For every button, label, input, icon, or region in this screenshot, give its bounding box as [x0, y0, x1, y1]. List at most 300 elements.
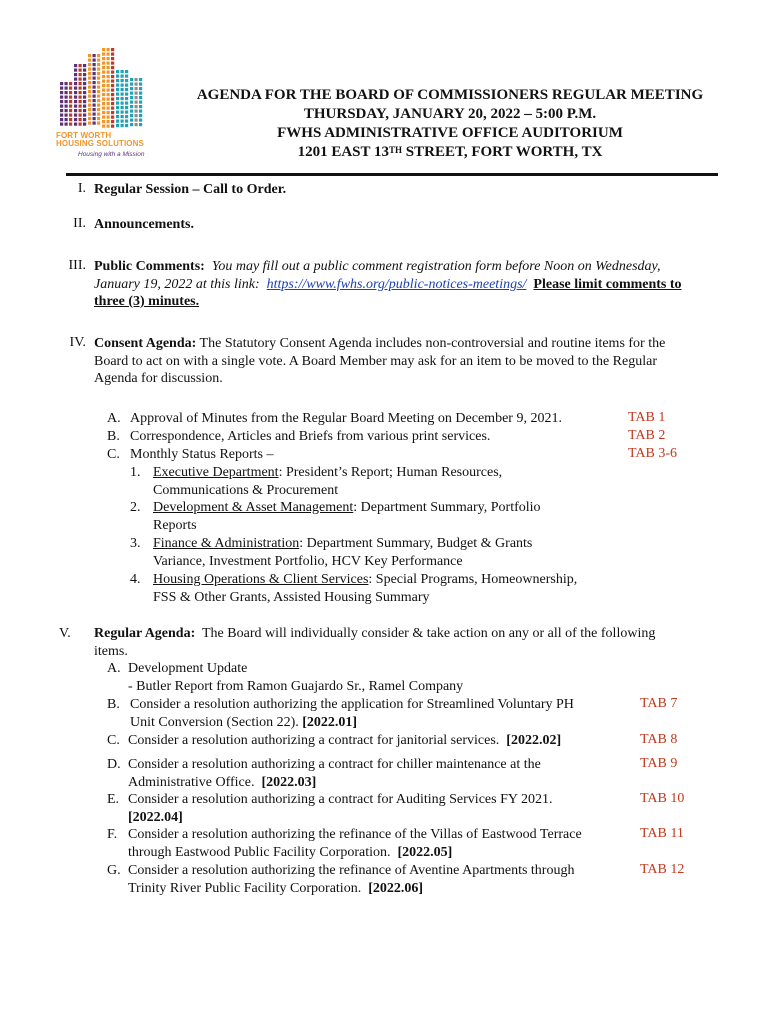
- logo-tile: [139, 83, 142, 86]
- logo-tile: [139, 119, 142, 122]
- logo-tile: [65, 114, 68, 117]
- logo-tile: [121, 102, 124, 105]
- agenda-header: [160, 86, 740, 162]
- logo-tile: [69, 114, 72, 117]
- logo-tile: [116, 70, 119, 73]
- logo-tile: [102, 84, 105, 87]
- report-finance: Finance & Administration: Department Summary, Budget & Grants Variance, Investment Portfolio, HCV Key Performance: [153, 536, 533, 569]
- logo-tile: [111, 120, 114, 123]
- logo-tile: [79, 69, 82, 72]
- logo-tile: [107, 71, 110, 74]
- logo-tile: [125, 70, 128, 73]
- logo-tile: [111, 48, 114, 51]
- logo-tile: [139, 96, 142, 99]
- logo-tile: [111, 80, 114, 83]
- logo-tile: [107, 62, 110, 65]
- logo-tile: [102, 93, 105, 96]
- agenda-item-letter: A.: [107, 661, 121, 676]
- logo-tile: [125, 120, 128, 123]
- logo-tile: [111, 102, 114, 105]
- tab-reference: TAB 1: [628, 410, 666, 425]
- consent-item-minutes: Approval of Minutes from the Regular Board Meeting on December 9, 2021.: [130, 411, 562, 426]
- logo-tile: [93, 117, 96, 120]
- logo-tile: [125, 111, 128, 114]
- logo-tile: [107, 48, 110, 51]
- logo-tile: [79, 64, 82, 67]
- logo-tile: [97, 63, 100, 66]
- logo-tile: [60, 87, 63, 90]
- logo-tile: [93, 95, 96, 98]
- logo-tile: [116, 106, 119, 109]
- logo-tile: [111, 71, 114, 74]
- logo-tile: [97, 122, 100, 125]
- logo-tile: [111, 125, 114, 128]
- logo-tile: [130, 123, 133, 126]
- logo-tile: [97, 108, 100, 111]
- logo-tile: [65, 118, 68, 121]
- logo-tile: [65, 87, 68, 90]
- logo-tile: [130, 114, 133, 117]
- logo-tile: [121, 75, 124, 78]
- logo-tile: [65, 109, 68, 112]
- logo-tile: [97, 86, 100, 89]
- agenda-item-rad-conversion: Consider a resolution authorizing the application for Streamlined Voluntary PH Unit Conversion (Section 22). [2022.01]: [130, 697, 574, 730]
- logo-tile: [116, 79, 119, 82]
- logo-tile: [135, 110, 138, 113]
- logo-tile: [74, 87, 77, 90]
- logo-tile: [93, 122, 96, 125]
- logo-tile: [125, 75, 128, 78]
- logo-tile: [97, 77, 100, 80]
- logo-tile: [130, 78, 133, 81]
- logo-tile: [74, 114, 77, 117]
- public-notices-link[interactable]: https://www.fwhs.org/public-notices-meetings/: [266, 276, 527, 292]
- logo-tile: [107, 75, 110, 78]
- logo-tile: [74, 82, 77, 85]
- logo-tile: [60, 114, 63, 117]
- agenda-item-letter: D.: [107, 757, 121, 772]
- logo-tile: [102, 102, 105, 105]
- logo-tile: [69, 109, 72, 112]
- logo-tile: [93, 54, 96, 57]
- agenda-item-letter: F.: [107, 827, 118, 842]
- logo-tile: [139, 92, 142, 95]
- logo-tile: [60, 118, 63, 121]
- logo-tile: [88, 108, 91, 111]
- consent-item-letter: B.: [107, 429, 120, 444]
- logo-tile: [111, 111, 114, 114]
- logo-tile: [121, 70, 124, 73]
- logo-tile: [125, 93, 128, 96]
- header-address: 1201 EAST 13TH STREET, FORT WORTH, TX: [297, 144, 603, 160]
- agenda-item-chiller: Consider a resolution authorizing a contract for chiller maintenance at the Administrative Office. [2022.03]: [128, 757, 541, 790]
- logo-tile: [102, 116, 105, 119]
- logo-tile: [65, 82, 68, 85]
- report-executive: Executive Department: President’s Report; Human Resources, Communications & Procurement: [153, 465, 503, 498]
- section-consent-agenda: Consent Agenda: The Statutory Consent Agenda includes non-controversial and routine items for the Board to act on with a single vote. A Board Member may ask for an item to be moved to the Regular Agenda for discussion.: [94, 336, 666, 386]
- agenda-item-letter: B.: [107, 697, 120, 712]
- logo-tile: [88, 72, 91, 75]
- section-number: IV.: [69, 335, 86, 350]
- logo-tile: [79, 91, 82, 94]
- logo-tile: [125, 97, 128, 100]
- logo-tile: [107, 98, 110, 101]
- logo-tile: [74, 123, 77, 126]
- logo-tile: [69, 96, 72, 99]
- logo-tile: [83, 123, 86, 126]
- logo-tile: [107, 107, 110, 110]
- logo-tile: [97, 72, 100, 75]
- logo-tile: [88, 77, 91, 80]
- logo-tile: [121, 124, 124, 127]
- logo-tile: [97, 90, 100, 93]
- logo-tile: [88, 113, 91, 116]
- logo-tile: [79, 96, 82, 99]
- logo-tile: [69, 118, 72, 121]
- logo-tile: [83, 69, 86, 72]
- logo-tile: [93, 113, 96, 116]
- agenda-item-letter: E.: [107, 792, 120, 807]
- logo-tile: [69, 87, 72, 90]
- logo-tile: [102, 48, 105, 51]
- logo-tile: [97, 54, 100, 57]
- consent-item-letter: A.: [107, 411, 121, 426]
- logo-tile: [60, 105, 63, 108]
- logo-tile: [79, 109, 82, 112]
- logo-tile: [83, 114, 86, 117]
- logo-tile: [107, 111, 110, 114]
- logo-tile: [83, 78, 86, 81]
- logo-tile: [83, 87, 86, 90]
- logo-tile: [74, 73, 77, 76]
- header-date: THURSDAY, JANUARY 20, 2022 – 5:00 P.M.: [303, 106, 597, 122]
- logo-tile: [88, 90, 91, 93]
- agenda-item-aventine: Consider a resolution authorizing the refinance of Aventine Apartments through Trinity River Public Facility Corporation. [2022.06]: [128, 863, 575, 896]
- logo-tile: [88, 99, 91, 102]
- logo-tile: [121, 115, 124, 118]
- logo-tile: [93, 90, 96, 93]
- logo-tile: [88, 104, 91, 107]
- logo-tile: [111, 89, 114, 92]
- logo-tile: [97, 68, 100, 71]
- logo-tile: [139, 123, 142, 126]
- tab-reference: TAB 11: [640, 826, 684, 841]
- logo-tile: [79, 114, 82, 117]
- logo-tile: [121, 97, 124, 100]
- logo-tile: [102, 80, 105, 83]
- report-number: 3.: [130, 536, 141, 551]
- logo-tile: [135, 78, 138, 81]
- logo-tile: [97, 99, 100, 102]
- header-location: FWHS ADMINISTRATIVE OFFICE AUDITORIUM: [277, 125, 623, 141]
- logo-tile: [121, 79, 124, 82]
- logo-tile: [93, 86, 96, 89]
- logo-tile: [60, 82, 63, 85]
- report-development: Development & Asset Management: Department Summary, Portfolio Reports: [153, 500, 541, 533]
- logo-tile: [116, 75, 119, 78]
- logo-tile: [135, 96, 138, 99]
- logo-tile: [93, 108, 96, 111]
- tab-reference: TAB 10: [640, 791, 685, 806]
- logo-tile: [130, 105, 133, 108]
- logo-tile: [111, 57, 114, 60]
- logo-tile: [139, 114, 142, 117]
- logo-tile: [102, 62, 105, 65]
- logo-tile: [79, 82, 82, 85]
- logo-tile: [135, 83, 138, 86]
- logo-tile: [88, 59, 91, 62]
- building-grid-logo-icon: [60, 48, 150, 132]
- logo-tile: [60, 96, 63, 99]
- tab-reference: TAB 12: [640, 862, 685, 877]
- report-housing-operations: Housing Operations & Client Services: Special Programs, Homeownership, FSS & Other Grants, Assisted Housing Summary: [153, 572, 578, 605]
- logo-tile: [88, 63, 91, 66]
- logo-tile: [60, 109, 63, 112]
- logo-tile: [135, 114, 138, 117]
- section-public-comments: Public Comments: You may fill out a public comment registration form before Noon on Wednesday, January 19, 2022 at this link: https://www.fwhs.org/public-notices-meetings/ Please limit comments to three (3) minutes.: [94, 259, 682, 309]
- section-regular-session: Regular Session – Call to Order.: [94, 182, 287, 197]
- section-number: V.: [59, 626, 71, 641]
- logo-tile: [139, 87, 142, 90]
- logo-tile: [125, 115, 128, 118]
- logo-tile: [69, 82, 72, 85]
- logo-tile: [130, 92, 133, 95]
- logo-tile: [88, 117, 91, 120]
- logo-tile: [88, 95, 91, 98]
- logo-tile: [121, 106, 124, 109]
- logo-tile: [121, 111, 124, 114]
- logo-tile: [88, 54, 91, 57]
- logo-tile: [79, 73, 82, 76]
- logo-tile: [93, 104, 96, 107]
- logo-tile: [102, 120, 105, 123]
- agenda-item-letter: G.: [107, 863, 121, 878]
- logo-tile: [125, 88, 128, 91]
- consent-item-letter: C.: [107, 447, 120, 462]
- logo-tile: [83, 118, 86, 121]
- logo-tile: [121, 120, 124, 123]
- logo-tile: [74, 109, 77, 112]
- logo-tile: [93, 77, 96, 80]
- logo-tile: [102, 75, 105, 78]
- logo-tile: [65, 96, 68, 99]
- logo-tile: [97, 59, 100, 62]
- logo-tile: [111, 116, 114, 119]
- logo-tile: [139, 110, 142, 113]
- logo-tile: [88, 86, 91, 89]
- logo-tile: [102, 89, 105, 92]
- logo-tile: [93, 63, 96, 66]
- logo-tile: [97, 81, 100, 84]
- agenda-item-villas-eastwood: Consider a resolution authorizing the refinance of the Villas of Eastwood Terrace through Eastwood Public Facility Corporation. [2022.05]: [128, 827, 582, 860]
- logo-tile: [121, 84, 124, 87]
- logo-tile: [107, 116, 110, 119]
- logo-tile: [125, 79, 128, 82]
- tab-reference: TAB 9: [640, 756, 678, 771]
- logo-tile: [65, 100, 68, 103]
- logo-tile: [79, 105, 82, 108]
- logo-tile: [93, 68, 96, 71]
- logo-tile: [102, 111, 105, 114]
- logo-tile: [102, 53, 105, 56]
- logo-tile: [97, 95, 100, 98]
- logo-tile: [111, 66, 114, 69]
- logo-tile: [107, 66, 110, 69]
- report-number: 1.: [130, 465, 141, 480]
- logo-tile: [111, 75, 114, 78]
- logo-tile: [116, 88, 119, 91]
- logo-tile: [69, 91, 72, 94]
- logo-tile: [111, 62, 114, 65]
- logo-tile: [88, 81, 91, 84]
- logo-tile: [97, 104, 100, 107]
- header-divider: [66, 173, 718, 176]
- section-number: II.: [73, 216, 86, 231]
- tab-reference: TAB 7: [640, 696, 678, 711]
- section-regular-agenda: Regular Agenda: The Board will individually consider & take action on any or all of the following items.: [94, 626, 656, 659]
- logo-tile: [74, 105, 77, 108]
- logo-tile: [107, 102, 110, 105]
- logo-tile: [135, 123, 138, 126]
- logo-tile: [83, 91, 86, 94]
- agenda-item-janitorial: Consider a resolution authorizing a contract for janitorial services. [2022.02]: [128, 733, 562, 748]
- logo-tile: [121, 93, 124, 96]
- logo-tile: [116, 97, 119, 100]
- logo-tile: [130, 110, 133, 113]
- logo-tile: [74, 118, 77, 121]
- section-number: I.: [77, 181, 86, 196]
- logo-tile: [83, 73, 86, 76]
- logo-tile: [74, 69, 77, 72]
- logo-tile: [116, 111, 119, 114]
- logo-tagline: Housing with a Mission: [78, 151, 145, 158]
- tab-reference: TAB 3-6: [628, 446, 678, 461]
- logo-tile: [69, 123, 72, 126]
- logo-tile: [125, 124, 128, 127]
- logo-tile: [79, 123, 82, 126]
- logo-tile: [107, 93, 110, 96]
- logo-tile: [74, 64, 77, 67]
- logo-tile: [107, 120, 110, 123]
- logo-tile: [88, 68, 91, 71]
- logo-tile: [102, 125, 105, 128]
- logo-tile: [111, 107, 114, 110]
- report-number: 2.: [130, 500, 141, 515]
- section-announcements: Announcements.: [94, 217, 194, 232]
- logo-tile: [116, 115, 119, 118]
- logo-tile: [116, 84, 119, 87]
- logo-tile: [102, 98, 105, 101]
- logo-tile: [74, 78, 77, 81]
- logo-tile: [111, 98, 114, 101]
- fwhs-logo: [56, 48, 152, 164]
- logo-tile: [130, 83, 133, 86]
- consent-item-status-reports: Monthly Status Reports –: [130, 447, 274, 462]
- report-number: 4.: [130, 572, 141, 587]
- logo-tile: [107, 80, 110, 83]
- logo-tile: [107, 84, 110, 87]
- logo-tile: [83, 109, 86, 112]
- logo-tile: [135, 119, 138, 122]
- logo-tile: [60, 123, 63, 126]
- agenda-item-letter: C.: [107, 733, 120, 748]
- logo-tile: [83, 82, 86, 85]
- logo-tile: [116, 124, 119, 127]
- logo-tile: [116, 102, 119, 105]
- logo-tile: [107, 89, 110, 92]
- logo-tile: [111, 53, 114, 56]
- tab-reference: TAB 2: [628, 428, 666, 443]
- logo-tile: [135, 92, 138, 95]
- logo-tile: [97, 113, 100, 116]
- logo-tile: [79, 78, 82, 81]
- logo-tile: [125, 106, 128, 109]
- logo-tile: [74, 96, 77, 99]
- logo-tile: [69, 100, 72, 103]
- logo-tile: [102, 71, 105, 74]
- logo-tile: [111, 93, 114, 96]
- logo-tile: [135, 101, 138, 104]
- section-number: III.: [68, 258, 86, 273]
- header-title: AGENDA FOR THE BOARD OF COMMISSIONERS REGULAR MEETING: [196, 87, 704, 103]
- logo-tile: [102, 107, 105, 110]
- logo-tile: [116, 93, 119, 96]
- logo-tile: [79, 100, 82, 103]
- logo-tile: [93, 72, 96, 75]
- logo-tile: [79, 87, 82, 90]
- logo-tile: [93, 59, 96, 62]
- logo-tile: [139, 105, 142, 108]
- logo-tile: [65, 91, 68, 94]
- logo-tile: [135, 105, 138, 108]
- logo-line1: FORT WORTH: [56, 131, 112, 140]
- logo-tile: [139, 101, 142, 104]
- logo-tile: [107, 125, 110, 128]
- logo-tile: [88, 122, 91, 125]
- logo-tile: [83, 96, 86, 99]
- agenda-item-auditing: Consider a resolution authorizing a contract for Auditing Services FY 2021. [2022.04]: [128, 792, 553, 825]
- logo-tile: [65, 105, 68, 108]
- logo-tile: [74, 91, 77, 94]
- logo-tile: [60, 91, 63, 94]
- logo-tile: [74, 100, 77, 103]
- logo-tile: [93, 99, 96, 102]
- logo-tile: [116, 120, 119, 123]
- logo-tile: [83, 64, 86, 67]
- logo-tile: [65, 123, 68, 126]
- logo-tile: [102, 66, 105, 69]
- logo-tile: [111, 84, 114, 87]
- logo-tile: [60, 100, 63, 103]
- logo-tile: [97, 117, 100, 120]
- logo-tile: [69, 105, 72, 108]
- logo-tile: [130, 101, 133, 104]
- logo-tile: [102, 57, 105, 60]
- logo-line2: HOUSING SOLUTIONS: [56, 139, 144, 148]
- logo-tile: [130, 96, 133, 99]
- logo-tile: [107, 57, 110, 60]
- logo-tile: [93, 81, 96, 84]
- logo-tile: [107, 53, 110, 56]
- logo-tile: [135, 87, 138, 90]
- logo-tile: [130, 119, 133, 122]
- agenda-item-development-update: Development Update - Butler Report from Ramon Guajardo Sr., Ramel Company: [128, 661, 464, 694]
- logo-tile: [139, 78, 142, 81]
- tab-reference: TAB 8: [640, 732, 678, 747]
- logo-tile: [121, 88, 124, 91]
- logo-tile: [125, 102, 128, 105]
- logo-tile: [125, 84, 128, 87]
